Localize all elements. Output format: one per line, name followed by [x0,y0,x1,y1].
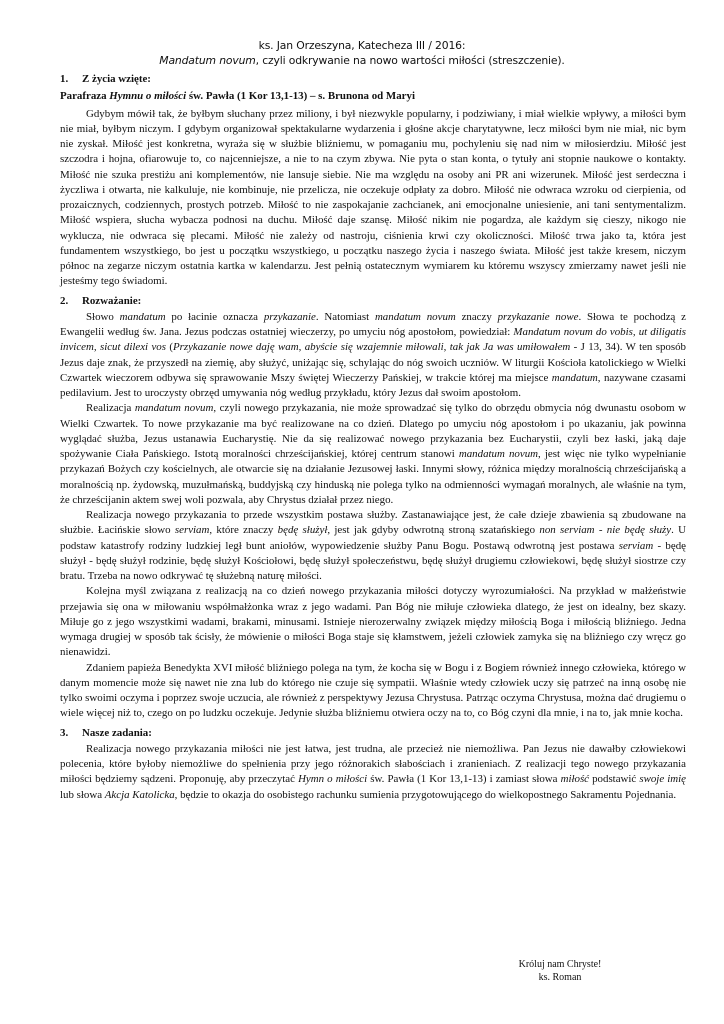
closing-greeting: Króluj nam Chryste! [518,959,602,970]
section-1-subtitle [60,89,686,104]
section-3-heading [60,726,686,741]
section-2-paragraph-4: Kolejna myśl związana z realizacją na co dzień nowego przykazania miłości dotyczy wyrozumiałości. Na przykład w małżeństwie przejawia się ona w miłowaniu współmałżonka wraz z jego wadami. Pan Bóg nie miłuje człowieka dlatego, że jest on idealny, bez skazy. Miłuje go z jego wszystkimi wadami, brakami, minusami. Istnieje nierozerwalny związek między miłością Boga i miłością bliźniego. Jedna wymaga drugiej w sposób tak ścisły, że mówienie o miłości Boga staje się kłamstwem, jeżeli człowiek zamyka się na bliźniego czy wręcz go nienawidzi. [60,585,686,659]
section-2-number: 2. [60,294,69,307]
section-2-paragraph-3: Realizacja nowego przykazania to przede wszystkim postawa służby. Zastanawiające jest, że całe dzieje zbawienia są zbudowane na służbie. Łacińskie słowo serviam, które znaczy będę służył, jest jak gdyby odwrotną stroną szatańskiego non serviam - nie będę służy. U podstaw katastrofy rodziny ludzkiej legł bunt aniołów, wypowiedzenie służby Panu Bogu. Postawą odwrotną jest postawa serviam - będę służył - będę służył rodzinie, będę służył Kościołowi, będę służył społeczeństwu, będę służył drugiemu człowiekowi, będę służył siostrze czy bratu. Trzeba na nowo odkrywać tę służebną naturę miłości. [60,509,687,582]
closing-author: ks. Roman [538,972,582,983]
document-body [60,71,686,803]
section-1-heading [60,72,686,87]
closing-signature [490,958,630,984]
header-title-rest: , czyli odkrywanie na nowo wartości miłości (streszczenie). [255,54,565,67]
section-3-title: Nasze zadania: [82,726,152,739]
subtitle-part: Parafraza [60,90,110,103]
header-title-em: Mandatum novum [159,54,256,67]
header-title-line [60,53,664,68]
section-3-paragraph-1: Realizacja nowego przykazania miłości nie jest łatwa, jest trudna, ale przecież nie niemożliwa. Pan Jezus nie dawałby człowiekowi polecenia, które byłoby niemożliwe do spełnienia przy jego różnorakich słabościach i zranieniach. Z realizacji tego nowego przykazania miłości będziemy sądzeni. Proponuję, aby przeczytać Hymn o miłości św. Pawła (1 Kor 13,1-13) i zamiast słowa miłość podstawić swoje imię lub słowa Akcja Katolicka, będzie to okazja do osobistego rachunku sumienia przygotowującego do wielkopostnego Sakramentu Pojednania. [60,742,687,801]
section-2-paragraph-5: Zdaniem papieża Benedykta XVI miłość bliźniego polega na tym, że kocha się w Bogu i z Bogiem również innego człowieka, którego w danym momencie może się nawet nie zna lub do którego nie czuje się sympatii. Właśnie wtedy człowiek uczy się patrzeć na inną osobę nie tylko swoimi oczyma i poprzez swoje uczucia, ale również z perspektywy Jezusa Chrystusa. Patrząc oczyma Chrystusa, można dać drugiemu o wiele więcej niż to, czego on po ludzku oczekuje. Jedynie służba bliźniemu otwiera oczy na to, co Bóg czyni dla mnie, i na to, jak mnie kocha. [60,661,686,720]
document-header [60,38,664,68]
section-3-number: 3. [60,726,69,739]
subtitle-part: św. Pawła (1 Kor 13,1-13) – s. Brunona od Maryi [186,90,415,103]
section-1-paragraph: Gdybym mówił tak, że byłbym słuchany przez miliony, i był niezwykle popularny, i podziwiany, i miał wielkie wpływy, a miłości bym nie miał, byłbym niczym. I gdybym organizował spektakularne wydarzenia i głośne akcje charytatywne, lecz miłości bym nie miał, nic bym nie zyskał. Miłość jest konkretna, wyraża się w służbie bliźniemu, w pomaganiu mu, pochyleniu się nad nim w miłosierdziu. Miłość jest szczodra i hojna, ofiarowuje to, co najcenniejsze, a nie to na czym zbywa. Nie pyta o stan konta, o tytuły ani stopnie naukowe o kontakty. Miłość nie szuka prestiżu ani komplementów, nie lansuje siebie. Nie ma względu na osoby ani PR ani wizerunek. Miłość jest serdeczna i życzliwa i otwarta, nie kalkuluje, nie kombinuje, nie przelicza, nie oczekuje odpłaty za dobro. Miłość nie odwraca wzroku od cierpienia, od prozaicznych, codziennych, prostych potrzeb. Miłość to nie zaspokajanie zachcianek, ani emocjonalne uniesienie, ani tani sentymentalizm. Miłość wspiera, słucha wybacza podnosi na duchu. Miłość daje szansę. Miłość nikim nie pogardza, ale każdym się cieszy, nikogo nie wyklucza, nie odwraca się plecami. Miłość nie zależy od nastroju, ciśnienia krwi czy okoliczności. Miłość trwa jako ta, która jest fundamentem wszystkiego, bo jest u początku wszystkiego, u początku naszego życia i naszego świata. Miłość jest także kresem, niczym północ na zegarze niczym ostatnia kartka w kalendarzu. Jest pełnią ostatecznym wymiarem ku któremu wszyscy zmierzamy nawet jeśli nie jesteśmy tego świadomi. [60,107,686,288]
section-2-paragraph-1: Słowo mandatum po łacinie oznacza przykazanie. Natomiast mandatum novum znaczy przykazanie nowe. Słowa te pochodzą z Ewangelii według św. Jana. Jezus podczas ostatniej wieczerzy, po umyciu nóg apostołom, powiedział: Mandatum novum do vobis, ut diligatis invicem, sicut dilexi vos (Przykazanie nowe daję wam, abyście się wzajemnie miłowali, tak jak Ja was umiłowałem - J 13, 34). W ten sposób Jezus daje znak, że przyszedł na ziemię, aby służyć, uniżając się, schylając do nóg swoich uczniów. W liturgii Kościoła katolickiego w Wielki Czwartek wieczorem odbywa się sprawowanie Mszy świętej Wieczerzy Pańskiej, w trakcie której ma miejsce mandatum, nazywane czasami pedilavium. Jest to uroczysty obrzęd umywania nóg według przykładu, który Jezus dał swoim apostołom. [60,310,687,399]
header-author-line: ks. Jan Orzeszyna, Katecheza III / 2016: [258,39,466,52]
section-1-number: 1. [60,73,69,85]
section-2-paragraph-2: Realizacja mandatum novum, czyli nowego przykazania, nie może sprowadzać się tylko do obrzędu obmycia nóg dwunastu osobom w Wielki Czwartek. To nowe przykazanie ma być realizowane na co dzień. Dlatego po umyciu nóg apostołom i po ukazaniu, jak powinna wyglądać służba, Jezus ustanawia Eucharystię. Nie da się realizować nowego przykazania bez Eucharystii, czyli bez łaski, jaką daje spożywanie Ciała Pańskiego. Istotą moralności chrześcijańskiej, której centrum stanowi mandatum novum, jest więc nie tylko wypełnianie przykazań Bożych czy kościelnych, ale otwarcie się na działanie Jezusowej łaski. Innymi słowy, różnica między moralnością chrześcijańską a moralnością np. żydowską, muzułmańską, buddyjską czy hinduską nie polega tylko na odmienności wymagań moralnych, ale właśnie na tym, że chrześcijanin aktem swej woli pozwala, aby Chrystus działał przez niego. [60,402,686,506]
section-2-title: Rozważanie: [82,294,142,307]
section-2-heading [60,294,686,309]
section-1-title: Z życia wzięte: [82,73,151,85]
subtitle-em: Hymnu o miłości [109,90,187,103]
